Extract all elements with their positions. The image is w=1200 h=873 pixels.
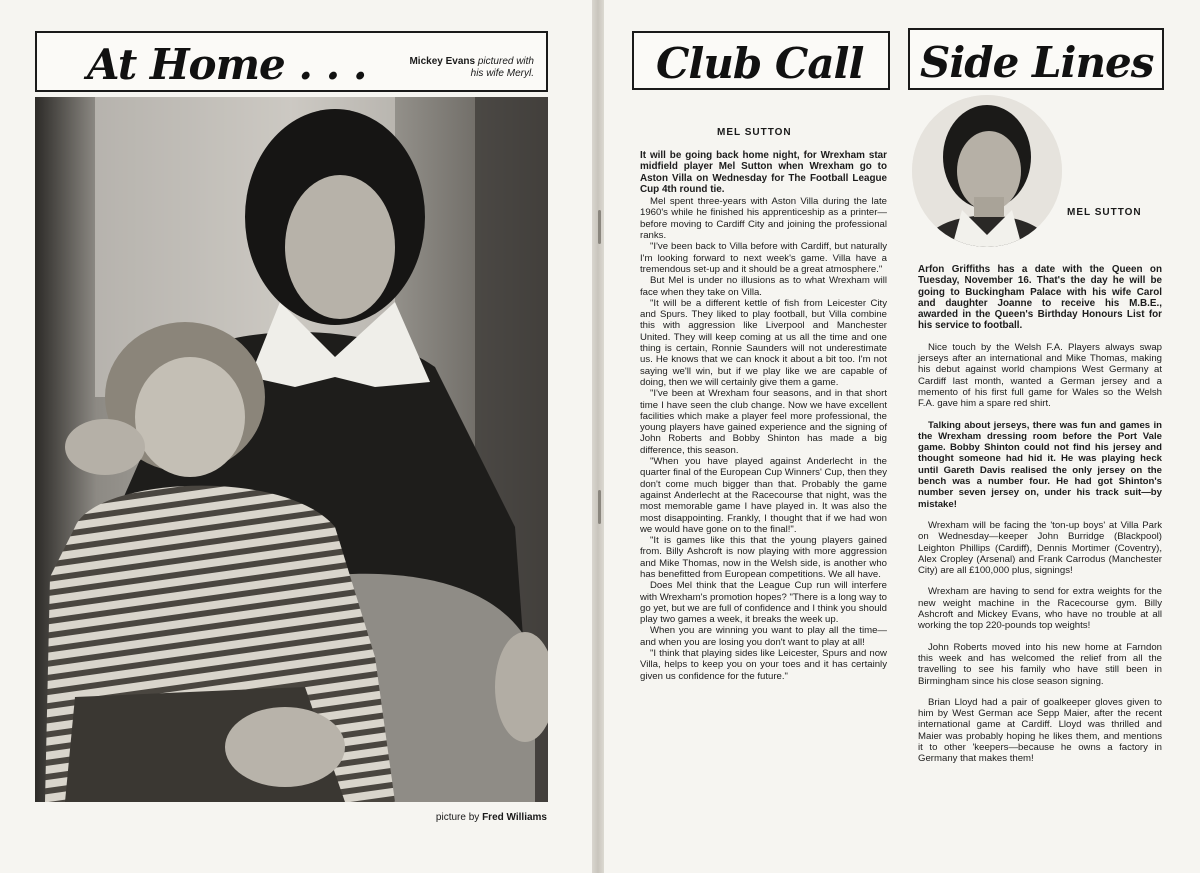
club-call-paragraph: "When you have played against Anderlecht in the quarter final of the European Cup Winners' Cup, then they don't come much bigger than that. Probably the game against Anderlecht at the Racecourse that night, was the most memorable game I have played in. It was also the most disappointing. Frankly, I thought that if we had won we would have gone on to the final!". bbox=[640, 456, 887, 535]
side-lines-paragraph: Brian Lloyd had a pair of goalkeeper gloves given to him by West German ace Sepp Maier, after the recent international game at Cardiff. Lloyd was thrilled and Maier was probably hoping he likes them, and mentions it to other 'keepers—because he owns a factory in Germany that makes them! bbox=[918, 696, 1162, 765]
spine-gutter bbox=[592, 0, 604, 873]
portrait-illustration bbox=[912, 95, 1062, 247]
caption-rest: pictured with his wife Meryl. bbox=[470, 56, 534, 79]
side-lines-title-box bbox=[908, 28, 1164, 90]
side-lines-paragraph: John Roberts moved into his new home at Farndon this week and has welcomed the relief from all the travelling to see his family who have still been in Birmingham since his close season signing. bbox=[918, 641, 1162, 687]
club-call-title: Club Call bbox=[656, 39, 864, 88]
side-lines-paragraph: Wrexham will be facing the 'ton-up boys' at Villa Park on Wednesday—keeper John Burridge (Blackpool) Leighton Phillips (Cardiff), Dennis Mortimer (Coventry), Alex Cropley (Arsenal) and Frank Carrodus (Manchester City) are all £100,000 plus, signings! bbox=[918, 519, 1162, 577]
club-call-byline: MEL SUTTON bbox=[717, 127, 792, 138]
side-lines-title: Side Lines bbox=[920, 38, 1154, 87]
club-call-article bbox=[640, 150, 887, 682]
club-call-paragraph: "I think that playing sides like Leicester, Spurs and now Villa, helps to keep you on your toes and it has certainly given us confidence for the future." bbox=[640, 648, 887, 682]
side-lines-article bbox=[918, 264, 1162, 765]
staple-top bbox=[598, 210, 601, 244]
club-call-paragraph: Does Mel think that the League Cup run will interfere with Wrexham's promotion hopes? "There is a long way to go yet, but we are full of confidence and I think you should play two games a week, it breaks the week up. bbox=[640, 580, 887, 626]
side-lines-paragraph: Wrexham are having to send for extra weights for the new weight machine in the Racecourse gym. Billy Ashcroft and Mickey Evans, who have no trouble at all working the top 220-pounds top weights! bbox=[918, 586, 1162, 632]
club-call-title-box bbox=[632, 31, 890, 90]
caption-name: Mickey Evans bbox=[409, 56, 476, 67]
couple-photo-illustration bbox=[35, 97, 548, 802]
club-call-paragraph: When you are winning you want to play all the time—and when you are losing you don't want to play at all! bbox=[640, 625, 887, 648]
side-lines-paragraph: Arfon Griffiths has a date with the Queen on Tuesday, November 16. That's the day he will be going to Buckingham Palace with his wife Carol and daughter Joanne to receive his M.B.E., awarded in the Queen's Birthday Honours List for his service to football. bbox=[918, 264, 1162, 332]
left-page bbox=[0, 0, 592, 873]
credit-name: Fred Williams bbox=[482, 812, 547, 823]
portrait-caption: MEL SUTTON bbox=[1067, 207, 1142, 218]
at-home-title: At Home . . . bbox=[87, 40, 367, 89]
staple-bottom bbox=[598, 490, 601, 524]
club-call-paragraph: "I've been back to Villa before with Cardiff, but naturally I'm looking forward to next week's game. Villa have a tremendous set-up and it should be a great atmosphere." bbox=[640, 241, 887, 275]
couple-photo bbox=[35, 97, 548, 802]
club-call-paragraph: "It is games like this that the young players gained from. Billy Ashcroft is now playing with more aggression and Mike Thomas, now in the Welsh side, is another who has benefitted from European competitions. We all have. bbox=[640, 535, 887, 580]
mel-sutton-portrait bbox=[912, 95, 1062, 247]
photo-credit bbox=[300, 812, 547, 823]
side-lines-paragraph: Nice touch by the Welsh F.A. Players always swap jerseys after an international and Mike Thomas, making his debut against world champions West Germany at Cardiff last month, wanted a German jersey and a memento of his first full game for Wales so the Welsh F.A. gave him a spare red shirt. bbox=[918, 341, 1162, 410]
club-call-paragraph: But Mel is under no illusions as to what Wrexham will face when they take on Villa. bbox=[640, 275, 887, 298]
club-call-paragraph: "I've been at Wrexham four seasons, and in that short time I have seen the club change. Now we have excellent facilities which make a player feel more professional, the young players have gained experience and the signing of John Roberts and Bobby Shinton has made a big difference, this season. bbox=[640, 388, 887, 456]
side-lines-paragraph: Talking about jerseys, there was fun and games in the Wrexham dressing room before the Port Vale game. Bobby Shinton could not find his jersey and thought someone had hid it. He was playing heck until Gareth Davis realised the only jersey on the bench was a number four. He had got Shinton's number seven jersey on, under his track suit—by mistake! bbox=[918, 419, 1162, 510]
credit-prefix: picture by bbox=[435, 812, 480, 823]
photo-caption bbox=[394, 56, 534, 80]
club-call-paragraph: Mel spent three-years with Aston Villa during the late 1960's while he finished his apprenticeship as a printer—before moving to Cardiff City and joining the professional ranks. bbox=[640, 196, 887, 242]
club-call-paragraph: "It will be a different kettle of fish from Leicester City and Spurs. They liked to play football, but Villa combine this with aggression like Liverpool and Manchester United. They will keep coming at us all the time and one thing is certain, Ronnie Saunders will not underestimate us. He knows that we can knock it about a bit too. I'm not saying we'll win, but if we play like we are capable of doing, then we will certainly give them a game. bbox=[640, 297, 887, 388]
club-call-paragraph: It will be going back home night, for Wrexham star midfield player Mel Sutton when Wrexham go to Aston Villa on Wednesday for The Football League Cup 4th round tie. bbox=[640, 150, 887, 195]
at-home-title-box bbox=[35, 31, 548, 92]
